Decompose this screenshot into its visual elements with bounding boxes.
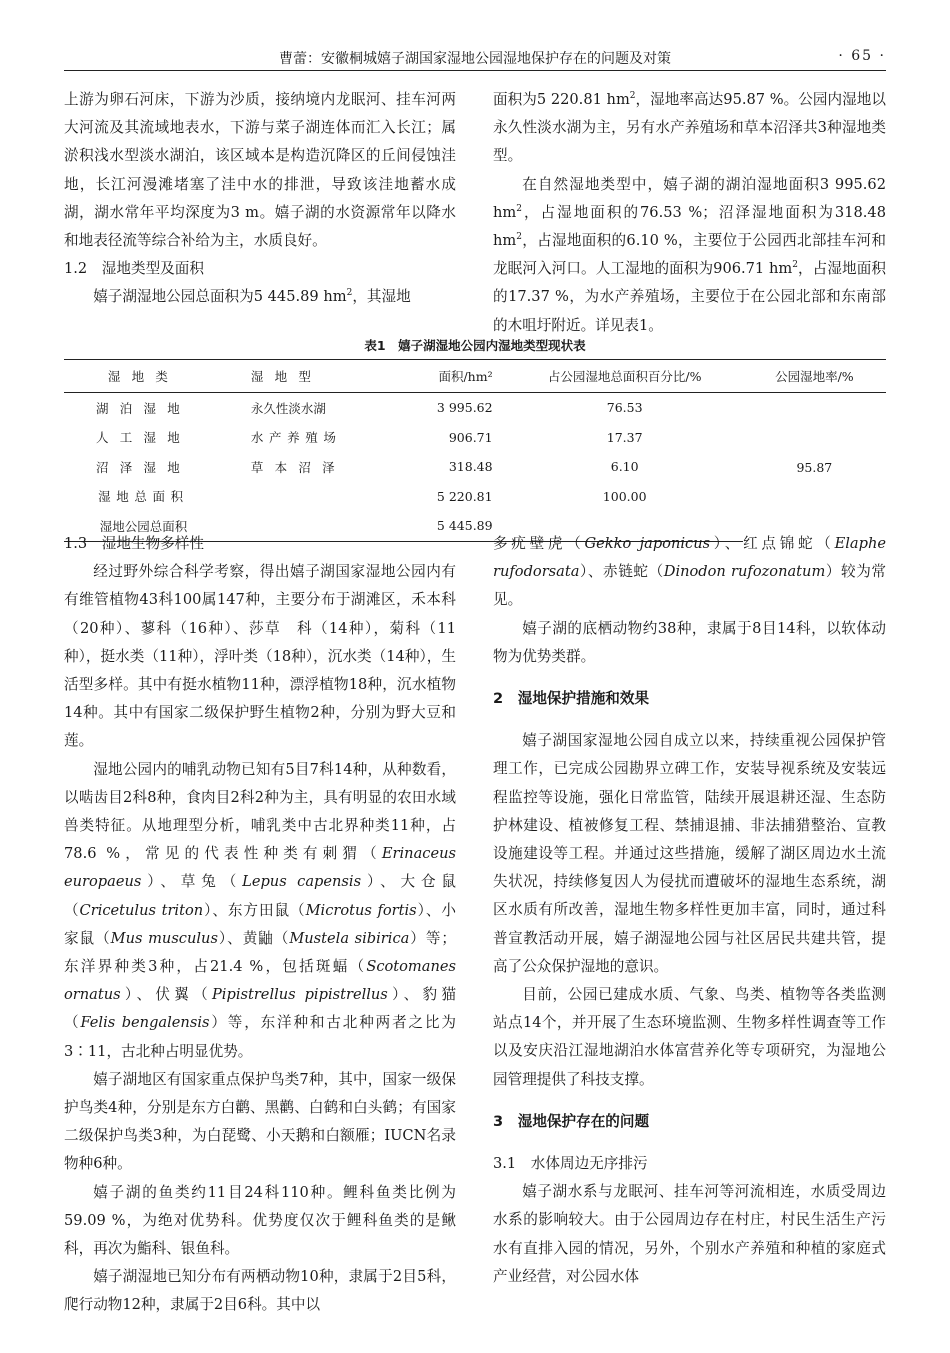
paragraph-measures: 嬉子湖国家湿地公园自成立以来，持续重视公园保护管理工作，已完成公园勘界立碑工作，安装导视系统及安装远程监控等设施，强化日常监管，陆续开展退耕还湿、生态防护林建设、植被修复工程、禁捕退捕、非法捕猎整治、宣教设施建设等工程。并通过这些措施，缓解了湖区周边水土流失状况，持续修复因人为侵扰而遭破坏的湿地生态系统，湖区水质有所改善，湿地生物多样性更加丰富，同时，通过科普宣教活动开展，嬉子湖湿地公园与社区居民共建共管，提高了公众保护湿地的意识。 — [493, 732, 886, 975]
paragraph-natural-wetland: 在自然湿地类型中，嬉子湖的湖泊湿地面积3 995.62 $hm^2$，占湿地面积的76.53 %；沼泽湿地面积为318.48 $hm^2$，占湿地面积的6.10 %，主要位于公园西北部挂车河和龙眠河入河口。人工湿地的面积为906.71 $hm^2$，占湿地面积的17.37 %，为水产养殖场，主要位于在公园北部和东南部的木咀圩附近。详见表1。 — [493, 175, 886, 334]
table-caption: 表1 嬉子湖湿地公园内湿地类型现状表 — [364, 338, 586, 353]
paragraph-pollution: 嬉子湖水系与龙眠河、挂车河等河流相连，水质受周边水系的影响较大。由于公园周边存在村庄，村民生活生产污水有直排入园的情况，另外，个别水产养殖和种植的家庭式产业经营，对公园水体 — [493, 1183, 886, 1285]
table-cell: 湖泊湿地 — [95, 400, 191, 416]
table-header: 湿地型 — [223, 360, 387, 393]
running-header — [64, 46, 886, 71]
paragraph-fish: 嬉子湖的鱼类约11目24科110种。鲤科鱼类比例为59.09 %，为绝对优势科。优势度仅次于鲤科鱼类的是鳅科，再次为鮨科、银鱼科。 — [64, 1183, 456, 1258]
left-column-top — [64, 86, 456, 312]
wetland-type-table — [64, 359, 886, 542]
heading-1-3: 1.3 湿地生物多样性 — [64, 535, 204, 552]
table-header: 湿地类 — [64, 360, 223, 393]
table-cell: 17.37 — [606, 429, 643, 445]
table-cell: 6.10 — [610, 459, 639, 475]
table-cell: 湿地总面积 — [98, 489, 189, 505]
paragraph-benthos: 嬉子湖的底栖动物约38种，隶属于8目14科，以软体动物为优势类群。 — [493, 619, 886, 665]
table-cell: 沼泽湿地 — [95, 459, 191, 475]
table-cell: 草本沼泽 — [250, 459, 346, 475]
paragraph-reptiles: 多疣壁虎（Gekko japonicus）、红点锦蛇（Elaphe rufodorsata）、赤链蛇（Dinodon rufozonatum）较为常见。 — [493, 535, 886, 609]
paragraph-monitoring: 目前，公园已建成水质、气象、鸟类、植物等各类监测站点14个，并开展了生态环境监测、生物多样性调查等工作以及安庆沿江湿地湖泊水体富营养化等专项研究，为湿地公园管理提供了科技支撑。 — [493, 986, 886, 1088]
table-cell: 人工湿地 — [95, 430, 191, 446]
paragraph-birds: 嬉子湖地区有国家重点保护鸟类7种，其中，国家一级保护鸟类4种，分别是东方白鹳、黑鹳、白鹤和白头鹤；有国家二级保护鸟类3种，为白琵鹭、小天鹅和白额雁；IUCN名录物种6种。 — [64, 1070, 456, 1173]
table-cell: 5 220.81 — [436, 488, 493, 504]
table-cell: 906.71 — [448, 429, 493, 445]
heading-3-1: 3.1 水体周边无序排污 — [493, 1155, 648, 1173]
paragraph-wetland-area: 面积为5 220.81 $hm^2$，湿地率高达95.87 %。公园内湿地以永久性淡水湖为主，另有水产养殖场和草本沼泽共3种湿地类型。 — [493, 91, 886, 165]
table-cell: 3 995.62 — [436, 400, 493, 416]
table-cell-wetland-rate: 95.87 — [796, 459, 833, 475]
paragraph-mammals: 湿地公园内的哺乳动物已知有5目7科14种，从种数看，以啮齿目2科8种，食肉目2科2种为主，具有明显的农田水域兽类特征。从地理型分析，哺乳类中古北界种类11种，占78.6 %，常见的代表性种类有刺猬（Erinaceus europaeus）、草兔（Lepus capensis）、大仓鼠（Cricetulus triton）、东方田鼠（Microtus fortis）、小家鼠（Mus musculus）、黄鼬（Mustela sibirica）等；东洋界种类3种，占21.4 %，包括斑蝠（Scotomanes ornatus）、伏翼（Pipistrellus pipistrellus）、豹猫（Felis bengalensis）等，东洋种和古北种两者之比为3∶11，古北种占明显优势。 — [64, 760, 457, 1060]
paragraph-amphibians: 嬉子湖湿地已知分布有两栖动物10种，隶属于2目5科，爬行动物12种，隶属于2目6科。其中以 — [64, 1268, 456, 1314]
table-cell: 5 445.89 — [387, 511, 507, 541]
heading-1-2: 1.2 湿地类型及面积 — [64, 260, 204, 278]
page-number: · 65 · — [838, 48, 886, 64]
right-column-bottom — [493, 530, 886, 1291]
paragraph-total-area: 嬉子湖湿地公园总面积为5 445.89 $hm^2$，其湿地 — [93, 288, 411, 306]
table-cell: 湿地公园总面积 — [64, 511, 223, 541]
heading-section-2: 2 湿地保护措施和效果 — [493, 690, 650, 708]
table-cell: 水产养殖场 — [250, 430, 342, 446]
table-cell: 永久性淡水湖 — [250, 400, 326, 416]
running-title: 曹蕾：安徽桐城嬉子湖国家湿地公园湿地保护存在的问题及对策 — [279, 51, 671, 67]
table-header: 面积/hm² — [387, 360, 507, 393]
table-cell: 318.48 — [448, 459, 493, 475]
table-cell: 76.53 — [606, 400, 643, 416]
table-header: 公园湿地率/% — [743, 360, 886, 393]
right-column-top — [493, 86, 886, 340]
table-cell — [223, 482, 387, 512]
paragraph-plants: 经过野外综合科学考察，得出嬉子湖国家湿地公园内有有维管植物43科100属147种，主要分布于湖滩区，禾本科（20种）、蓼科（16种）、莎草 科（14种），菊科（11种），挺水类（11种），浮叶类（18种），沉水类（14种），生活型多样。其中有挺水植物11种，漂浮植物18种，沉水植物14种。其中有国家二级保护野生植物2种，分别为野大豆和莲。 — [64, 563, 456, 750]
paragraph-hydrology: 上游为卵石河床，下游为沙质，接纳境内龙眠河、挂车河两大河流及其流域地表水，下游与菜子湖连体而汇入长江；属淤积浅水型淡水湖泊，该区域本是构造沉降区的丘间侵蚀洼地，长江河漫滩堵塞了洼中水的排泄，导致该洼地蓄水成湖，湖水常年平均深度为3 m。嬉子湖的水资源常年以降水和地表径流等综合补给为主，水质良好。 — [64, 91, 456, 250]
left-column-bottom — [64, 530, 456, 1320]
table-header: 占公园湿地总面积百分比/% — [507, 360, 743, 393]
heading-section-3: 3 湿地保护存在的问题 — [493, 1112, 650, 1130]
table-row — [64, 393, 886, 423]
table-header-row — [64, 360, 886, 393]
table-cell: 100.00 — [602, 488, 647, 504]
